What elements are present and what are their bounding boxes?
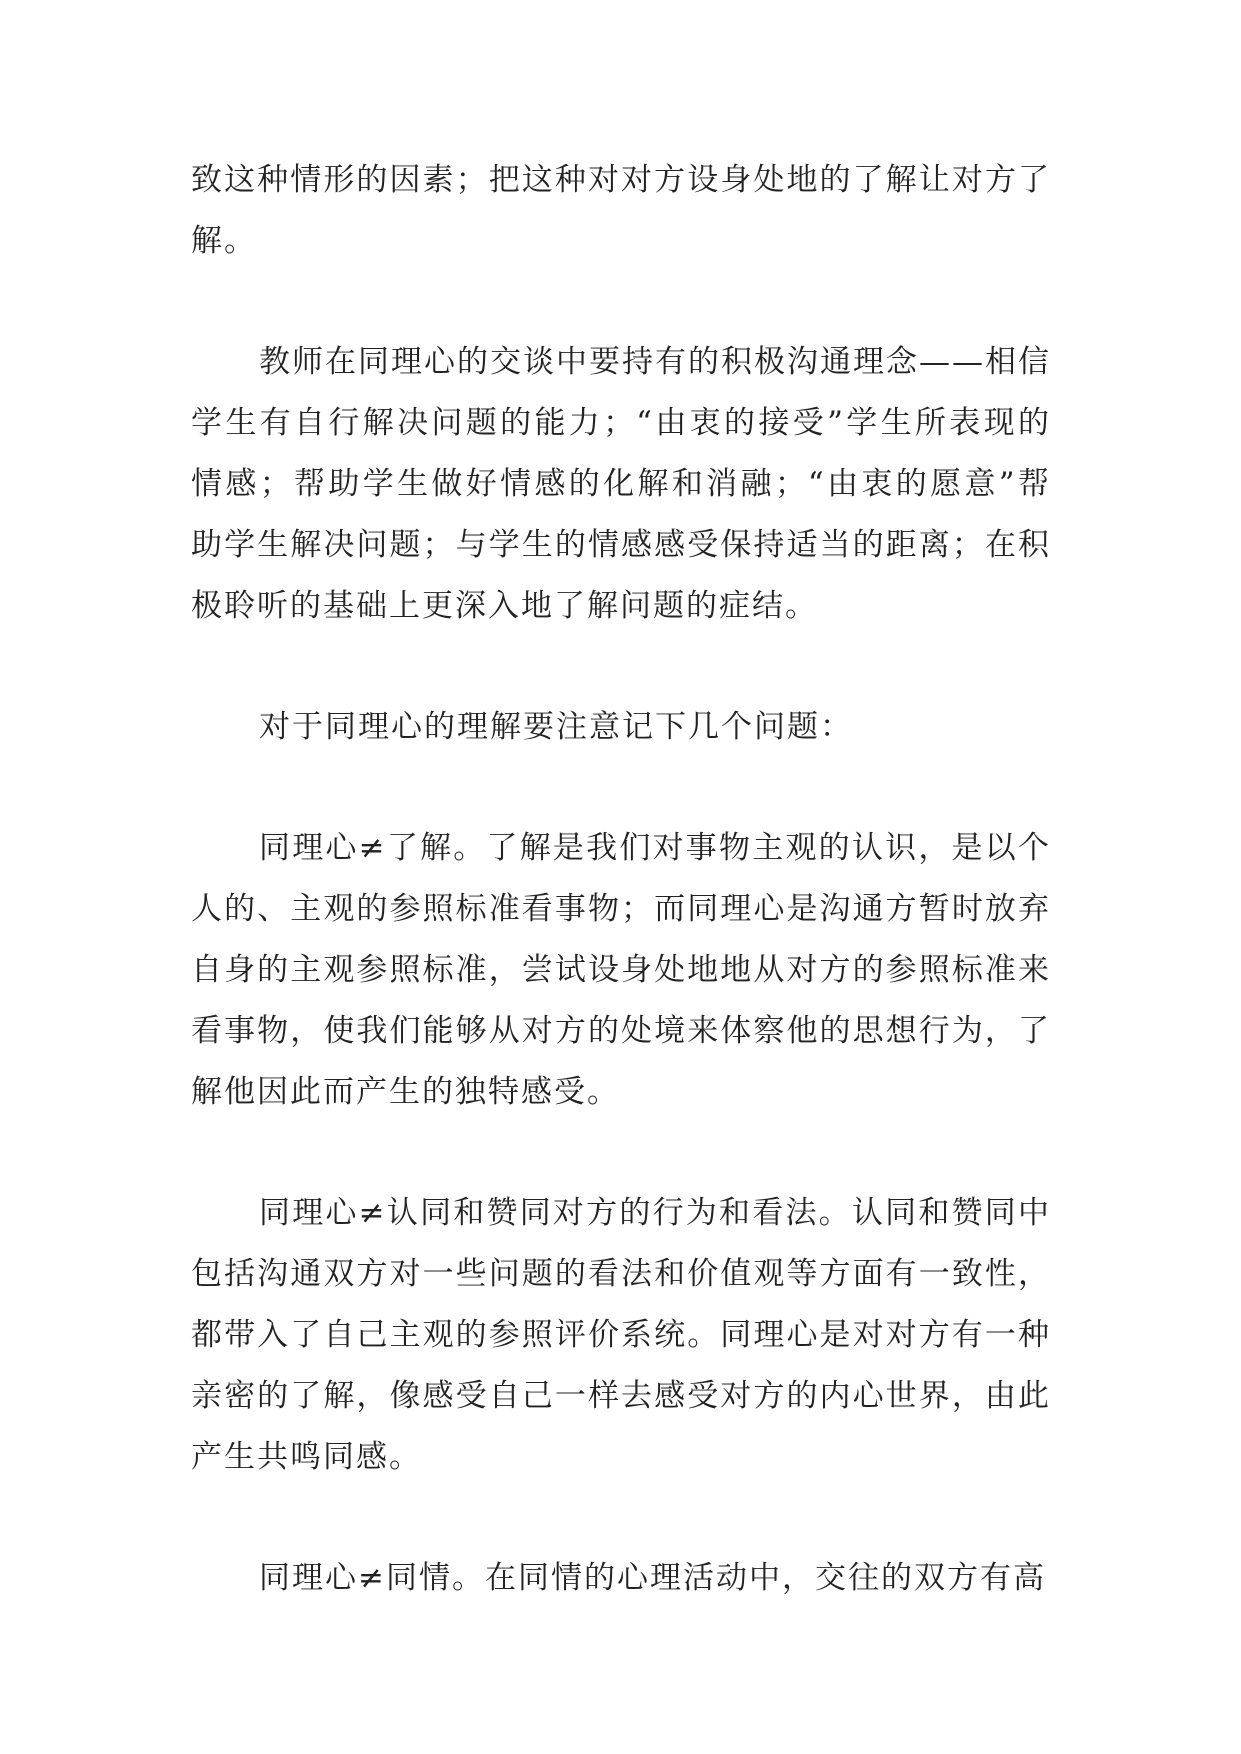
paragraph-empathy-not-understanding: 同理心≠了解。了解是我们对事物主观的认识，是以个人的、主观的参照标准看事物；而同理心是沟通方暂时放弃自身的主观参照标准，尝试设身处地地从对方的参照标准来看事物，使我们能够从对方的处境来体察他的思想行为，了解他因此而产生的独特感受。 bbox=[191, 830, 1051, 1110]
paragraph-empathy-not-sympathy: 同理心≠同情。在同情的心理活动中，交往的双方有高 bbox=[259, 1560, 1046, 1596]
paragraph-empathy-not-agreement: 同理心≠认同和赞同对方的行为和看法。认同和赞同中包括沟通双方对一些问题的看法和价值观等方面有一致性，都带入了自己主观的参照评价系统。同理心是对对方有一种亲密的了解，像感受自己一样去感受对方的内心世界，由此产生共鸣同感。 bbox=[191, 1195, 1051, 1475]
paragraph-intro-questions: 对于同理心的理解要注意记下几个问题： bbox=[259, 709, 853, 745]
document-body bbox=[191, 150, 1051, 1669]
paragraph-teacher-concepts: 教师在同理心的交谈中要持有的积极沟通理念——相信学生有自行解决问题的能力；“由衷的接受”学生所表现的情感；帮助学生做好情感的化解和消融；“由衷的愿意”帮助学生解决问题；与学生的情感感受保持适当的距离；在积极聆听的基础上更深入地了解问题的症结。 bbox=[191, 344, 1051, 624]
paragraph-continuation: 致这种情形的因素；把这种对对方设身处地的了解让对方了解。 bbox=[191, 162, 1051, 259]
